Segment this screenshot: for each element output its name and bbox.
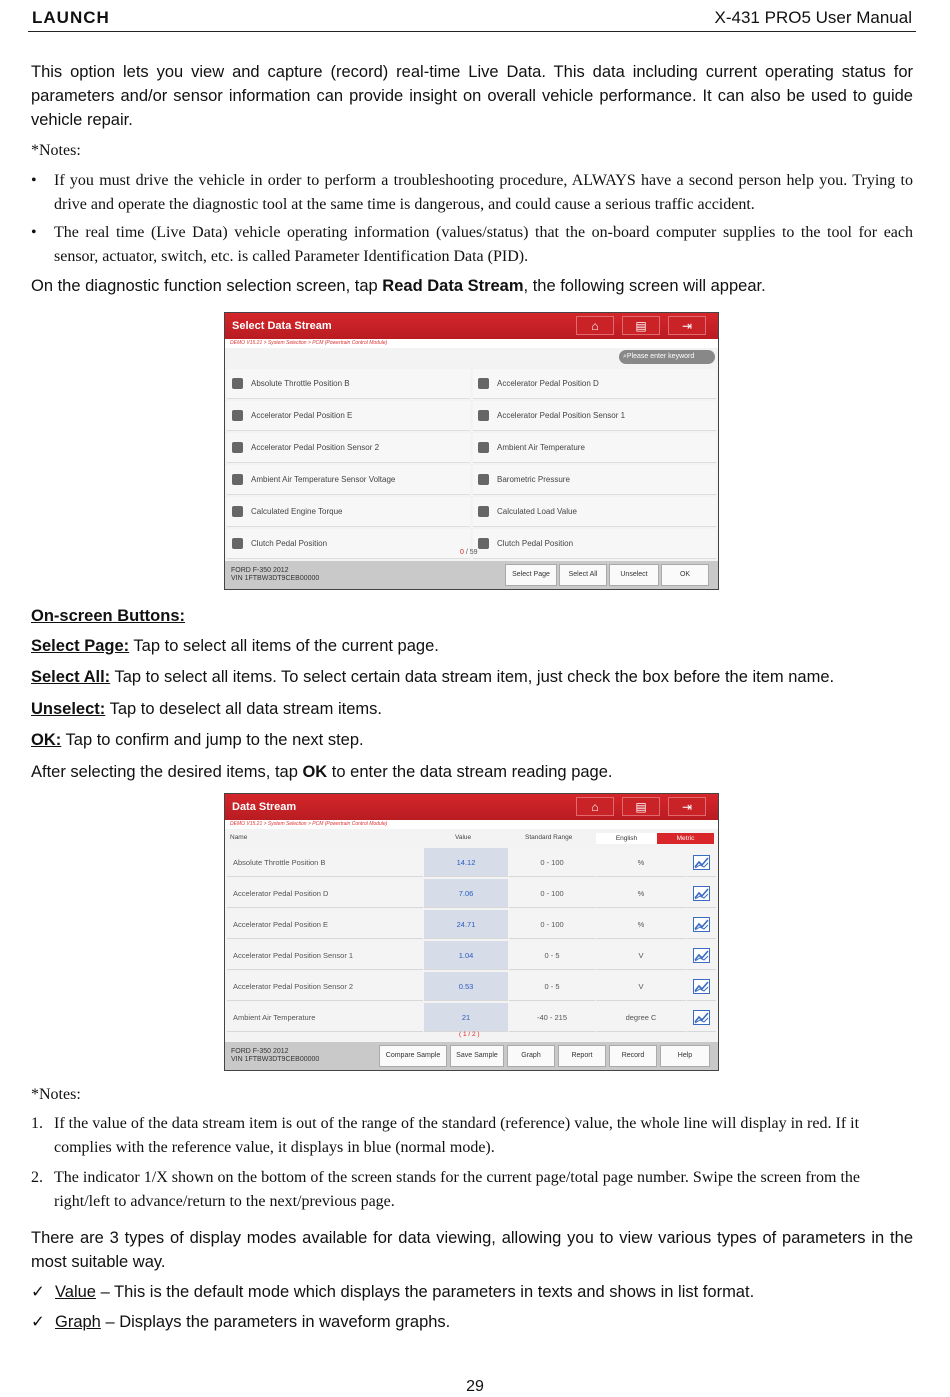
graph-cell	[687, 1003, 716, 1032]
exit-icon[interactable]: ⇥	[668, 797, 706, 816]
vehicle-name: FORD F-350 2012	[231, 567, 289, 574]
footer-bar	[225, 561, 718, 589]
select-all-desc	[31, 665, 913, 689]
list-item[interactable]	[473, 529, 716, 559]
after-select-instruction	[31, 760, 913, 784]
page-number: 29	[466, 1378, 484, 1395]
screen-title: Select Data Stream	[225, 313, 718, 339]
graph-cell	[687, 910, 716, 939]
list-item[interactable]	[473, 497, 716, 527]
desc: Tap to confirm and jump to the next step.	[61, 731, 364, 749]
note-text: The indicator 1/X shown on the bottom of the screen stands for the current page/total page number. Swipe the screen from the right/left to advance/return to the next/previous page.	[54, 1169, 860, 1210]
item-label: Accelerator Pedal Position Sensor 1	[497, 411, 626, 420]
row-range: 0 - 5	[509, 941, 595, 970]
table-row[interactable]	[227, 879, 716, 908]
row-unit: V	[596, 972, 686, 1001]
note-text: If the value of the data stream item is out of the range of the standard (reference) value, the whole line will display in red. If it complies with the reference value, it displays in blue (normal mode).	[54, 1115, 860, 1156]
save-sample-button[interactable]: Save Sample	[450, 1045, 504, 1067]
row-value: 14.12	[424, 848, 508, 877]
list-item[interactable]	[227, 369, 470, 399]
read-data-stream-term: Read Data Stream	[382, 277, 524, 295]
selection-counter	[460, 549, 478, 556]
note-bullet-text: The real time (Live Data) vehicle operating information (values/status) that the on-board computer supplies to the tool for each sensor, actuator, switch, etc. is called Parameter Identification Data (PID).	[54, 224, 913, 265]
ok-term: OK	[302, 763, 328, 781]
help-button[interactable]: Help	[660, 1045, 710, 1067]
total-count: / 59	[465, 549, 478, 556]
manual-title: X-431 PRO5 User Manual	[714, 8, 912, 27]
buttons-heading	[31, 604, 913, 628]
unselect-desc	[31, 697, 913, 721]
row-value: 24.71	[424, 910, 508, 939]
graph-icon[interactable]	[693, 979, 710, 994]
graph-icon[interactable]	[693, 917, 710, 932]
item-label: Accelerator Pedal Position E	[251, 411, 353, 420]
graph-icon[interactable]	[693, 1010, 710, 1025]
checkbox[interactable]	[232, 474, 243, 485]
row-name: Ambient Air Temperature	[227, 1003, 423, 1032]
desc: Tap to select all items of the current page.	[129, 637, 439, 655]
mode-value-item	[31, 1280, 913, 1304]
col-range: Standard Range	[525, 834, 573, 841]
row-value: 0.53	[424, 972, 508, 1001]
checkbox[interactable]	[478, 538, 489, 549]
data-stream-screenshot	[224, 793, 719, 1071]
note-bullet-1	[31, 169, 913, 216]
compare-sample-button[interactable]: Compare Sample	[379, 1045, 447, 1067]
graph-icon[interactable]	[693, 855, 710, 870]
list-item[interactable]	[227, 433, 470, 463]
item-label: Clutch Pedal Position	[497, 539, 574, 548]
list-item[interactable]	[227, 529, 470, 559]
list-item[interactable]	[473, 369, 716, 399]
row-unit: %	[596, 879, 686, 908]
item-label: Accelerator Pedal Position D	[497, 379, 599, 388]
checkbox[interactable]	[232, 442, 243, 453]
checkbox[interactable]	[478, 442, 489, 453]
tap-text-end: , the following screen will appear.	[523, 277, 766, 295]
metric-unit-tab[interactable]: Metric	[657, 833, 714, 844]
select-page-desc	[31, 634, 913, 658]
list-item[interactable]	[227, 465, 470, 495]
tap-text: On the diagnostic function selection screen, tap	[31, 277, 383, 295]
row-unit: V	[596, 941, 686, 970]
print-icon[interactable]: ▤	[622, 316, 660, 335]
desc: Tap to deselect all data stream items.	[105, 700, 382, 718]
row-range: 0 - 100	[509, 879, 595, 908]
item-label: Ambient Air Temperature Sensor Voltage	[251, 475, 396, 484]
graph-icon[interactable]	[693, 948, 710, 963]
row-value: 1.04	[424, 941, 508, 970]
mode-desc: – Displays the parameters in waveform graphs.	[100, 1313, 451, 1331]
item-label: Calculated Engine Torque	[251, 507, 343, 516]
graph-cell	[687, 848, 716, 877]
row-range: -40 - 215	[509, 1003, 595, 1032]
term: Select All:	[31, 668, 111, 686]
col-name: Name	[230, 834, 248, 841]
tap-instruction	[31, 274, 913, 298]
notes-label: *Notes:	[31, 142, 81, 159]
checkbox[interactable]	[232, 378, 243, 389]
numbered-note-1	[31, 1112, 913, 1160]
table-row[interactable]	[227, 848, 716, 877]
item-label: Ambient Air Temperature	[497, 443, 585, 452]
bullet-dot: •	[31, 224, 37, 241]
english-unit-tab[interactable]: English	[596, 833, 657, 844]
mode-name: Graph	[55, 1313, 101, 1331]
list-item[interactable]	[227, 497, 470, 527]
mode-name: Value	[55, 1283, 96, 1301]
select-all-button[interactable]: Select All	[559, 564, 607, 586]
graph-cell	[687, 941, 716, 970]
after-text: After selecting the desired items, tap	[31, 763, 303, 781]
item-label: Barometric Pressure	[497, 475, 570, 484]
row-name: Absolute Throttle Position B	[227, 848, 423, 877]
select-data-stream-screenshot	[224, 312, 719, 590]
table-row[interactable]	[227, 941, 716, 970]
print-icon[interactable]: ▤	[622, 797, 660, 816]
row-value: 7.06	[424, 879, 508, 908]
graph-cell	[687, 972, 716, 1001]
checkmark-icon: ✓	[31, 1313, 45, 1331]
row-range: 0 - 100	[509, 848, 595, 877]
row-range: 0 - 100	[509, 910, 595, 939]
term: Unselect:	[31, 700, 106, 718]
term: Select Page:	[31, 637, 130, 655]
numbered-note-2	[31, 1166, 913, 1214]
note-bullet-text: If you must drive the vehicle in order to perform a troubleshooting procedure, ALWAYS have a second person help you. Trying to drive and operate the diagnostic tool at the same time is dangerous, and could cause a serious traffic accident.	[54, 172, 913, 213]
vehicle-name: FORD F-350 2012	[231, 1048, 289, 1055]
col-value: Value	[455, 834, 472, 841]
row-range: 0 - 5	[509, 972, 595, 1001]
term: OK:	[31, 731, 62, 749]
header-rule	[28, 31, 916, 32]
search-icon: ⌕	[623, 353, 627, 360]
modes-intro: There are 3 types of display modes available for data viewing, allowing you to view various types of parameters in the most suitable way.	[31, 1229, 913, 1271]
ok-button[interactable]: OK	[661, 564, 709, 586]
checkbox[interactable]	[478, 506, 489, 517]
list-item[interactable]	[473, 465, 716, 495]
brand-logo-text: LAUNCH	[32, 8, 110, 27]
table-row[interactable]	[227, 1003, 716, 1032]
row-name: Accelerator Pedal Position D	[227, 879, 423, 908]
bullet-dot: •	[31, 172, 37, 189]
checkbox[interactable]	[232, 506, 243, 517]
row-name: Accelerator Pedal Position Sensor 1	[227, 941, 423, 970]
checkbox[interactable]	[232, 410, 243, 421]
screen-title: Data Stream	[225, 794, 718, 820]
row-name: Accelerator Pedal Position E	[227, 910, 423, 939]
record-button[interactable]: Record	[609, 1045, 657, 1067]
graph-button[interactable]: Graph	[507, 1045, 555, 1067]
checkbox[interactable]	[232, 538, 243, 549]
mode-desc: – This is the default mode which displays the parameters in texts and shows in list format.	[95, 1283, 755, 1301]
unselect-button[interactable]: Unselect	[609, 564, 659, 586]
ok-desc	[31, 728, 913, 752]
note-bullet-2	[31, 221, 913, 268]
vin-number: VIN 1FTBW3DT9CEB00000	[231, 575, 320, 582]
buttons-heading-text: On-screen Buttons:	[31, 607, 186, 625]
checkbox[interactable]	[478, 474, 489, 485]
after-text-end: to enter the data stream reading page.	[327, 763, 613, 781]
home-icon[interactable]: ⌂	[576, 316, 614, 335]
desc: Tap to select all items. To select certain data stream item, just check the box before the item name.	[110, 668, 835, 686]
vehicle-info	[231, 567, 319, 583]
checkbox[interactable]	[478, 410, 489, 421]
vin-number: VIN 1FTBW3DT9CEB00000	[231, 1056, 320, 1063]
notes-label-2: *Notes:	[31, 1086, 81, 1103]
page-indicator: ( 1 / 2 )	[459, 1031, 480, 1038]
report-button[interactable]: Report	[558, 1045, 606, 1067]
row-unit: %	[596, 910, 686, 939]
checkmark-icon: ✓	[31, 1283, 45, 1301]
graph-cell	[687, 879, 716, 908]
mode-graph-item	[31, 1310, 913, 1334]
search-input[interactable]	[619, 350, 715, 364]
list-item[interactable]	[227, 401, 470, 431]
breadcrumb: DEMO V15.21 > System Selection > PCM (Powertrain Control Module)	[225, 339, 718, 348]
list-item[interactable]	[473, 433, 716, 463]
item-label: Absolute Throttle Position B	[251, 379, 350, 388]
list-item[interactable]	[473, 401, 716, 431]
home-icon[interactable]: ⌂	[576, 797, 614, 816]
item-label: Clutch Pedal Position	[251, 539, 328, 548]
vehicle-info	[231, 1048, 319, 1064]
item-label: Calculated Load Value	[497, 507, 577, 516]
item-label: Accelerator Pedal Position Sensor 2	[251, 443, 380, 452]
footer-bar	[225, 1042, 718, 1070]
row-value: 21	[424, 1003, 508, 1032]
note-number: 2.	[31, 1169, 43, 1186]
search-placeholder: Please enter keyword	[626, 353, 695, 360]
row-name: Accelerator Pedal Position Sensor 2	[227, 972, 423, 1001]
intro-paragraph: This option lets you view and capture (record) real-time Live Data. This data including current operating status for parameters and/or sensor information can provide insight on overall vehicle performance. It can also be used to guide vehicle repair.	[31, 63, 913, 129]
checkbox[interactable]	[478, 378, 489, 389]
exit-icon[interactable]: ⇥	[668, 316, 706, 335]
note-number: 1.	[31, 1115, 43, 1132]
row-unit: degree C	[596, 1003, 686, 1032]
selected-count: 0	[460, 549, 464, 556]
breadcrumb: DEMO V15.21 > System Selection > PCM (Powertrain Control Module)	[225, 820, 718, 829]
row-unit: %	[596, 848, 686, 877]
graph-icon[interactable]	[693, 886, 710, 901]
table-row[interactable]	[227, 972, 716, 1001]
select-page-button[interactable]: Select Page	[505, 564, 557, 586]
table-row[interactable]	[227, 910, 716, 939]
